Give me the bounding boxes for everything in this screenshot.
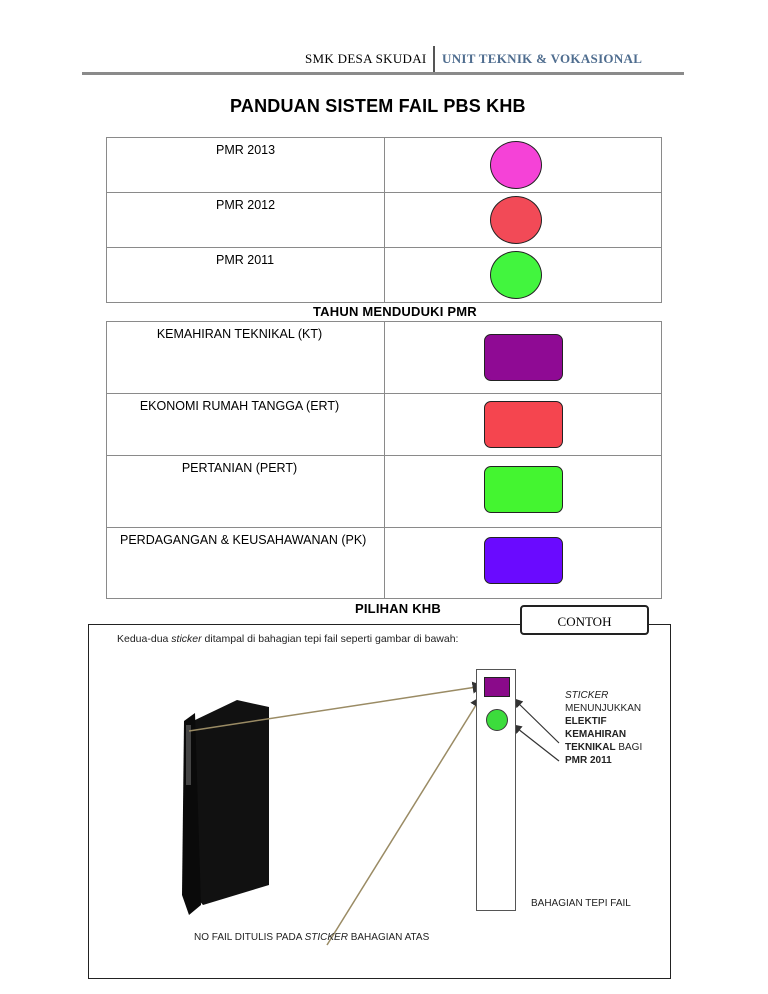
arrow-to-circle-sticker <box>513 725 559 761</box>
pmr-label-cell <box>107 193 385 248</box>
sticker-pmr-mini <box>486 709 508 731</box>
khb-color-sticker <box>484 334 563 381</box>
khb-label: EKONOMI RUMAH TANGGA (ERT) <box>139 399 340 413</box>
header-divider <box>433 46 435 72</box>
khb-label: PERDAGANGAN & KEUSAHAWANAN (PK) <box>120 533 367 547</box>
pmr-label-cell <box>107 138 385 193</box>
binder-drawing <box>89 625 670 978</box>
binder-label-slot <box>186 725 191 785</box>
khb-label-cell <box>107 528 385 599</box>
arrow-from-note <box>327 697 481 945</box>
khb-label: PERTANIAN (PERT) <box>181 461 298 475</box>
binder-icon <box>189 700 269 905</box>
header-school: SMK DESA SKUDAI <box>305 51 427 66</box>
khb-table <box>106 321 662 599</box>
khb-swatch-cell <box>385 322 662 394</box>
arrow-to-rect-sticker <box>514 699 559 743</box>
pmr-year-table <box>106 137 662 303</box>
sticker-explanation: STICKER MENUNJUKKAN ELEKTIF KEMAHIRAN TEKNIKAL BAGI PMR 2011 <box>565 690 643 766</box>
khb-label-cell <box>107 322 385 394</box>
khb-label-cell <box>107 456 385 528</box>
file-edge <box>476 669 516 911</box>
pmr-label: PMR 2013 <box>216 143 276 157</box>
pmr-swatch-cell <box>385 193 662 248</box>
khb-swatch-cell <box>385 394 662 456</box>
page-title: PANDUAN SISTEM FAIL PBS KHB <box>230 96 526 116</box>
sticker-kt-mini <box>484 677 510 697</box>
pmr-color-circle <box>490 251 542 299</box>
khb-swatch-cell <box>385 456 662 528</box>
pmr-label-cell <box>107 248 385 303</box>
header-unit: UNIT TEKNIK & VOKASIONAL <box>442 51 643 66</box>
header-rule <box>82 72 684 75</box>
file-number-note: NO FAIL DITULIS PADA STICKER BAHAGIAN ATAS <box>194 932 430 943</box>
khb-label: KEMAHIRAN TEKNIKAL (KT) <box>156 327 323 341</box>
khb-label-cell <box>107 394 385 456</box>
example-badge: CONTOH <box>520 605 649 635</box>
file-edge-label: BAHAGIAN TEPI FAIL <box>531 898 631 909</box>
khb-table-caption: PILIHAN KHB <box>355 601 441 616</box>
khb-swatch-cell <box>385 528 662 599</box>
pmr-swatch-cell <box>385 248 662 303</box>
pmr-swatch-cell <box>385 138 662 193</box>
example-illustration <box>88 624 671 979</box>
pmr-color-circle <box>490 141 542 189</box>
khb-color-sticker <box>484 401 563 448</box>
example-intro: Kedua-dua sticker ditampal di bahagian tepi fail seperti gambar di bawah: <box>117 633 459 645</box>
khb-color-sticker <box>484 466 563 513</box>
pmr-label: PMR 2012 <box>216 198 276 212</box>
khb-color-sticker <box>484 537 563 584</box>
pmr-table-caption: TAHUN MENDUDUKI PMR <box>313 304 477 319</box>
pmr-label: PMR 2011 <box>216 253 275 267</box>
pmr-color-circle <box>490 196 542 244</box>
